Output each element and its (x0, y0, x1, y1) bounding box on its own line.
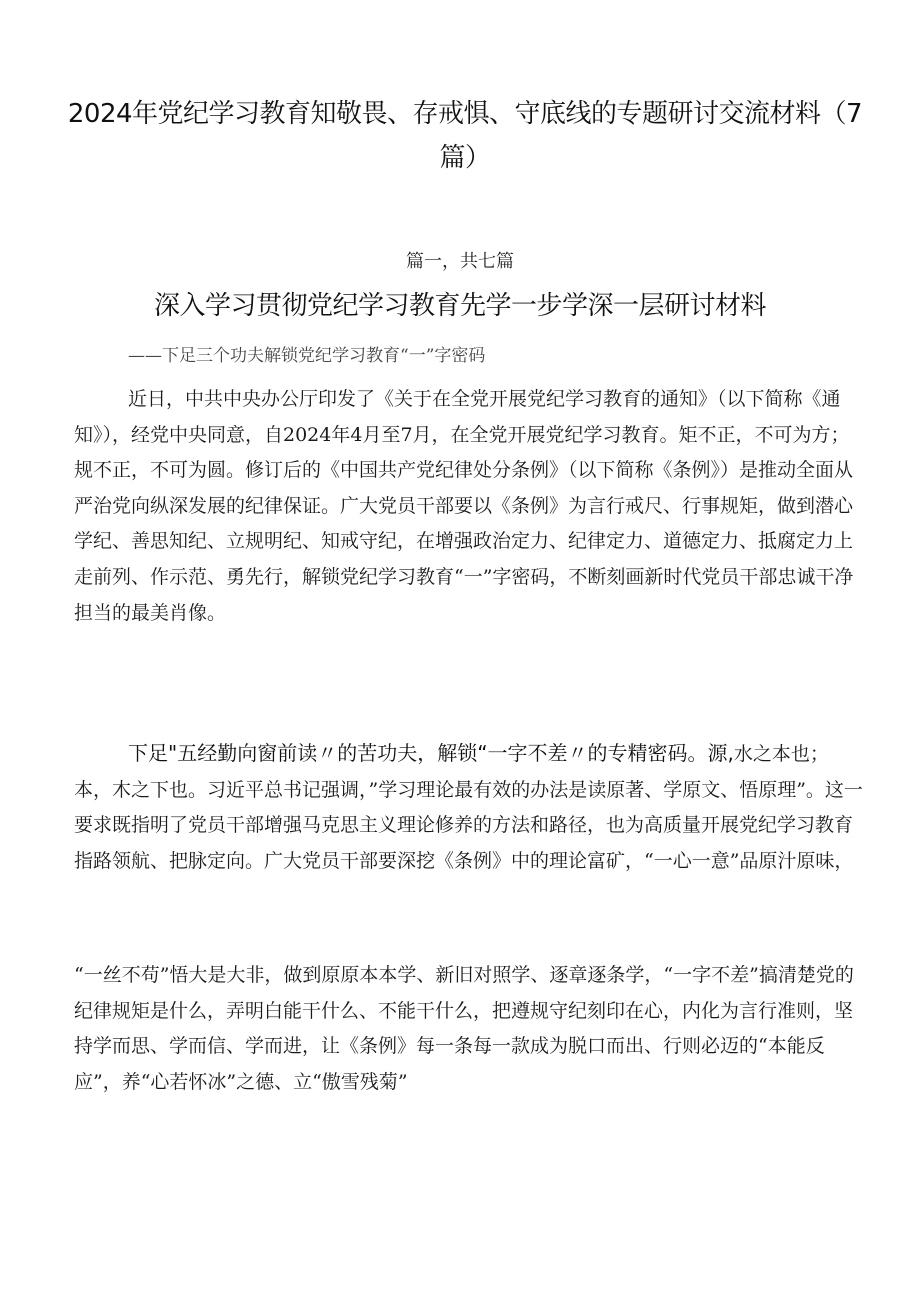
article-title: 深入学习贯彻党纪学习教育先学一步学深一层研讨材料 (153, 291, 766, 321)
paragraph-3 (74, 958, 864, 1100)
article-subtitle: ——下足三个功夫解锁党纪学习教育“一”字密码 (128, 346, 486, 366)
paragraph-2 (74, 736, 864, 879)
paragraph-1-text: 近日，中共中央办公厅印发了《关于在全党开展党纪学习教育的通知》（以下简称《通知》），经党中央同意，自2024年4月至7月，在全党开展党纪学习教育。矩不正，不可为方；规不正，不可为圆。修订后的《中国共产党纪律处分条例》（以下简称《条例》）是推动全面从严治党向纵深发展的纪律保证。广大党员干部要以《条例》为言行戒尺、行事规矩，做到潜心学纪、善思知纪、立规明纪、知戒守纪，在增强政治定力、纪律定力、道德定力、抵腐定力上走前列、作示范、勇先行，解锁党纪学习教育“一”字密码，不断刻画新时代党员干部忠诚干净担当的最美肖像。 (74, 388, 854, 624)
paragraph-2-lead: 下足"五经勤向窗前读〃的苦功夫，解锁“一字不差〃的专精密码。源, (128, 741, 734, 765)
paragraph-1 (74, 382, 864, 631)
article-number: 篇一，共七篇 (406, 251, 514, 272)
paragraph-2-text: 水之本也；本，木之下也。习近平总书记强调，”学习理论最有效的办法是读原著、学原文、悟原理”。这一要求既指明了党员干部增强马克思主义理论修养的方法和路径，也为高质量开展党纪学习教育指路领航、把脉定向。广大党员干部要深挖《条例》中的理论富矿，“一心一意”品原汁原味， (74, 743, 863, 872)
paragraph-3-text: “一丝不苟”悟大是大非，做到原原本本学、新旧对照学、逐章逐条学，“一字不差”搞清楚党的纪律规矩是什么，弄明白能干什么、不能干什么，把遵规守纪刻印在心，内化为言行准则，坚持学而思、学而信、学而进，让《条例》每一条每一款成为脱口而出、行则必迈的“本能反应”，养“心若怀冰”之德、立“傲雪残菊” (74, 964, 854, 1093)
document-title: 2024年党纪学习教育知敬畏、存戒惧、守底线的专题研讨交流材料（7篇） (67, 99, 863, 173)
